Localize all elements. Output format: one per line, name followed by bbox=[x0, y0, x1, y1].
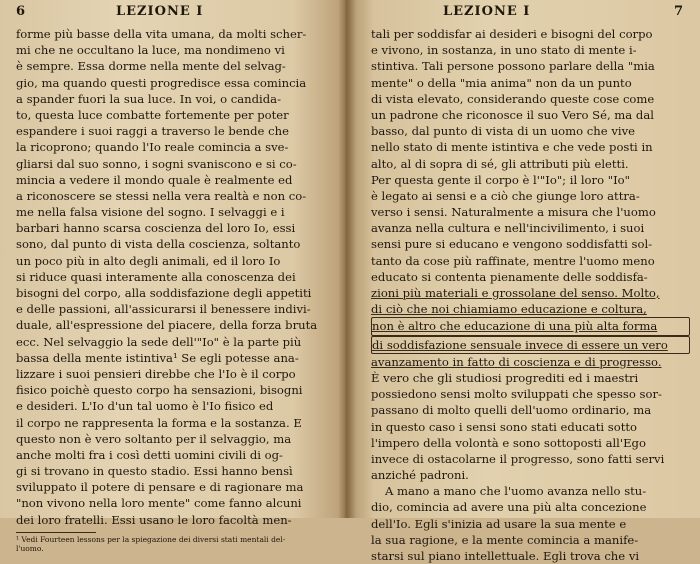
text-line: la sua ragione, e la mente comincia a manife- bbox=[371, 532, 639, 547]
text-line: verso i sensi. Naturalmente a misura che l'uomo bbox=[371, 205, 656, 220]
text-line: gliarsi dal suo sonno, i sogni svaniscono e si co- bbox=[16, 156, 297, 171]
underlined-text-line: di ciò che noi chiamiamo educazione e coltura, bbox=[371, 302, 647, 317]
text-line: tali per soddisfar ai desideri e bisogni del corpo bbox=[371, 27, 653, 41]
text-line: sensi pure si educano e vengono soddisfatti sol- bbox=[371, 237, 653, 252]
left-page-body bbox=[16, 26, 331, 528]
text-line: gio, ma quando questi progredisce essa comincia bbox=[16, 75, 307, 90]
footnote-divider bbox=[16, 532, 96, 533]
text-line: ecc. Nel selvaggio la sede dell'"Io" è la parte più bbox=[16, 334, 302, 349]
text-line: questo non è vero soltanto per il selvaggio, ma bbox=[16, 431, 292, 446]
text-line: dei loro fratelli. Essi usano le loro facoltà men- bbox=[16, 512, 292, 527]
left-running-title: LEZIONE I bbox=[116, 4, 204, 19]
text-line: dell'Io. Egli s'inizia ad usare la sua mente e bbox=[371, 516, 627, 531]
footnote-line: l'uomo. bbox=[16, 543, 44, 553]
right-running-title: LEZIONE I bbox=[443, 4, 531, 19]
text-line: e desideri. L'Io d'un tal uomo è l'Io fisico ed bbox=[16, 399, 274, 414]
left-page bbox=[0, 0, 345, 553]
text-line: lizzare i suoi pensieri direbbe che l'Io è il corpo bbox=[16, 366, 296, 381]
footnote-line: ¹ Vedi Fourteen lessons per la spiegazione dei diversi stati mentali del- bbox=[16, 534, 286, 544]
text-line: e vivono, in sostanza, in uno stato di mente i- bbox=[371, 43, 637, 58]
text-line: mente" o della "mia anima" non da un punto bbox=[371, 75, 632, 90]
text-line: bassa della mente istintiva¹ Se egli potesse ana- bbox=[16, 350, 299, 365]
right-page-number: 7 bbox=[673, 4, 684, 19]
text-line: è sempre. Essa dorme nella mente del selvag- bbox=[16, 59, 286, 74]
left-page-header bbox=[16, 4, 331, 26]
boxed-text-line: di soddisfazione sensuale invece di essere un vero bbox=[371, 336, 690, 354]
text-line: possiedono sensi molto sviluppati che spesso sor- bbox=[371, 387, 662, 402]
underlined-text-line: zioni più materiali e grossolane del senso. Molto, bbox=[371, 286, 660, 300]
text-line: to, questa luce combatte fortemente per poter bbox=[16, 107, 289, 122]
text-line: sviluppato il potere di pensare e di ragionare ma bbox=[16, 480, 304, 495]
text-line: si riduce quasi interamente alla conoscenza dei bbox=[16, 269, 296, 284]
text-line: fisico poichè questo corpo ha sensazioni, bisogni bbox=[16, 383, 303, 398]
text-line: duale, all'espressione del piacere, della forza bruta bbox=[16, 318, 318, 333]
text-line: è legato ai sensi e a ciò che giunge loro attra- bbox=[371, 188, 640, 203]
text-line: di vista elevato, considerando queste cose come bbox=[371, 91, 655, 106]
text-line: passano di molto quelli dell'uomo ordinario, ma bbox=[371, 403, 652, 418]
text-line: barbari hanno scarsa coscienza del loro Io, essi bbox=[16, 221, 296, 236]
right-page-header bbox=[371, 4, 690, 26]
text-line: a spander fuori la sua luce. In voi, o candida- bbox=[16, 91, 282, 106]
text-line: anziché padroni. bbox=[371, 468, 469, 483]
text-line: il corpo ne rappresenta la forma e la sostanza. E bbox=[16, 415, 302, 430]
text-line: sono, dal punto di vista della coscienza, soltanto bbox=[16, 237, 301, 252]
text-line: nello stato di mente istintiva e che vede posti in bbox=[371, 140, 653, 155]
left-page-number: 6 bbox=[16, 4, 27, 19]
text-line: me nella falsa visione del sogno. I selvaggi e i bbox=[16, 205, 285, 220]
text-line: tanto da cose più raffinate, mentre l'uomo meno bbox=[371, 253, 655, 268]
text-line: basso, dal punto di vista di un uomo che vive bbox=[371, 124, 635, 139]
text-line: stintiva. Tali persone possono parlare della "mia bbox=[371, 59, 655, 74]
text-line: alto, al di sopra di sé, gli attributi più eletti. bbox=[371, 156, 629, 171]
text-line: gi si trovano in questo stadio. Essi hanno bensì bbox=[16, 464, 293, 479]
text-line: invece di ostacolarne il progresso, sono fatti servi bbox=[371, 451, 665, 466]
text-line: espandere i suoi raggi a traverso le bende che bbox=[16, 124, 289, 139]
text-line: un poco più in alto degli animali, ed il loro Io bbox=[16, 253, 281, 268]
text-line: a riconoscere se stessi nella vera realtà e non co- bbox=[16, 188, 307, 203]
text-line: in questo caso i sensi sono stati educati sotto bbox=[371, 419, 637, 434]
text-line: forme più basse della vita umana, da molti scher- bbox=[16, 27, 307, 41]
text-line: "non vivono nella loro mente" come fanno alcuni bbox=[16, 496, 302, 511]
text-line: È vero che gli studiosi progrediti ed i maestri bbox=[371, 370, 639, 385]
text-line: l'impero della volontà e sono sottoposti all'Ego bbox=[371, 435, 646, 450]
text-line: e delle passioni, all'assicurarsi il benessere indivi- bbox=[16, 302, 311, 317]
text-line: la ricoprono; quando l'Io reale comincia a sve- bbox=[16, 140, 289, 155]
right-page-body bbox=[371, 26, 690, 564]
text-line: anche molti fra i così detti uomini civili di og- bbox=[16, 447, 283, 462]
boxed-text-line: non è altro che educazione di una più alta forma bbox=[371, 317, 690, 335]
text-line: Per questa gente il corpo è l'"Io"; il loro "Io" bbox=[371, 172, 630, 187]
text-line: A mano a mano che l'uomo avanza nello stu- bbox=[385, 484, 647, 499]
text-line: un padrone che riconosce il suo Vero Sé, ma dal bbox=[371, 107, 654, 122]
right-page bbox=[345, 0, 700, 563]
text-line: mi che ne occultano la luce, ma nondimeno vi bbox=[16, 43, 285, 58]
footnote bbox=[16, 535, 331, 553]
text-line: educato si contenta pienamente delle soddisfa- bbox=[371, 269, 648, 284]
underlined-text-line: avanzamento in fatto di coscienza e di progresso. bbox=[371, 354, 662, 369]
text-line: starsi sul piano intellettuale. Egli trova che vi bbox=[371, 549, 640, 563]
text-line: bisogni del corpo, alla soddisfazione degli appetiti bbox=[16, 286, 312, 300]
text-line: dio, comincia ad avere una più alta concezione bbox=[371, 500, 647, 515]
text-line: mincia a vedere il mondo quale è realmente ed bbox=[16, 172, 293, 187]
text-line: avanza nella cultura e nell'incivilimento, i suoi bbox=[371, 221, 645, 236]
